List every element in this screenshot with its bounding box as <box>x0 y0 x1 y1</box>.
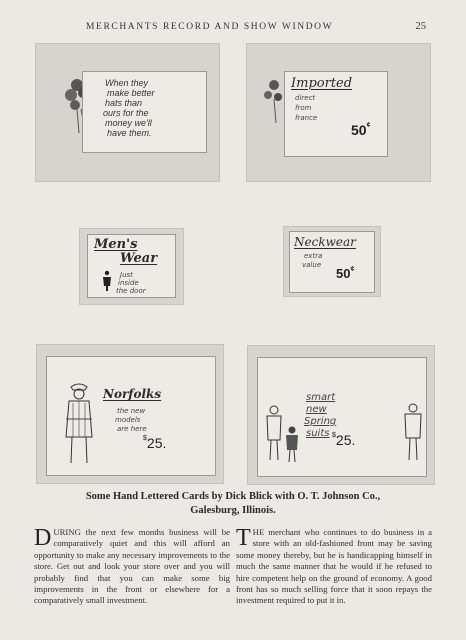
card-title: Men's <box>94 237 138 252</box>
drop-cap: T <box>236 525 251 551</box>
article-text: URING the next few months business will be comparatively quiet and this will afford an opportunity to make any necessary improvements to the store. Get out and look your store over and you will probably find that you can make some big improvements in the front or elsewhere for a comparatively small investment. <box>34 527 230 606</box>
card-line: make better <box>107 88 155 98</box>
figure-caption-line1: Some Hand Lettered Cards by Dick Blick with O. T. Johnson Co., <box>85 491 381 502</box>
card-photo-neckwear <box>283 226 381 297</box>
card-line: money we'll <box>105 118 152 128</box>
card-imported <box>284 71 388 157</box>
card-hats <box>82 71 207 153</box>
card-line: Spring <box>304 416 337 427</box>
card-photo-norfolks <box>36 344 224 484</box>
card-line: france <box>295 114 318 122</box>
card-neckwear <box>289 231 375 293</box>
card-photo-mens-wear <box>79 228 184 305</box>
card-title: Neckwear <box>294 235 356 249</box>
running-head: MERCHANTS RECORD AND SHOW WINDOW <box>86 22 334 32</box>
card-spring-suits <box>257 357 427 477</box>
card-line: have them. <box>107 128 152 138</box>
article-text: HE merchant who continues to do business in a store with an old-fashioned front may be saving some money thereby, but he is handicapping himself in much the same manner that he would if he refused to hire competent help on the ground of economy. A good front has so much selling force that it soon repays the investment required to put it in. <box>236 527 432 606</box>
article-column-left <box>34 527 230 607</box>
card-line: are here <box>117 425 147 433</box>
card-line: hats than <box>105 98 143 108</box>
card-photo-imported <box>246 43 431 182</box>
page-header <box>0 22 466 36</box>
article-column-right <box>236 527 432 607</box>
card-price: 50¢ <box>336 266 355 281</box>
card-line: new <box>306 404 327 415</box>
card-line: suits <box>306 428 330 439</box>
figure-caption-line2: Galesburg, Illinois. <box>190 505 276 516</box>
card-mens-wear <box>87 234 176 298</box>
card-price: $25. <box>332 432 356 448</box>
card-price: 50¢ <box>351 122 371 138</box>
card-line: the door <box>116 287 146 295</box>
card-line: from <box>295 104 312 112</box>
man-and-child-figures-icon <box>264 404 302 464</box>
card-line: value <box>302 261 322 269</box>
man-in-suit-icon <box>402 402 424 464</box>
card-title: Wear <box>120 251 158 266</box>
card-norfolks <box>46 356 216 476</box>
card-line: extra <box>304 252 323 260</box>
card-title: Norfolks <box>103 387 162 401</box>
man-figure-icon <box>102 270 112 292</box>
card-line: direct <box>295 94 316 102</box>
card-line: When they <box>105 78 149 88</box>
man-in-norfolk-jacket-icon <box>61 381 97 467</box>
card-line: inside <box>118 279 139 287</box>
page-number: 25 <box>415 21 426 32</box>
card-photo-hats <box>35 43 220 182</box>
card-line: the new <box>117 407 146 415</box>
card-line: smart <box>306 392 336 403</box>
card-title: Imported <box>291 76 353 91</box>
card-line: Just <box>120 271 133 279</box>
drop-cap: D <box>34 525 52 551</box>
card-line: ours for the <box>103 108 149 118</box>
card-price: $25. <box>143 435 167 451</box>
card-photo-spring-suits <box>247 345 435 485</box>
card-line: models <box>115 416 141 424</box>
